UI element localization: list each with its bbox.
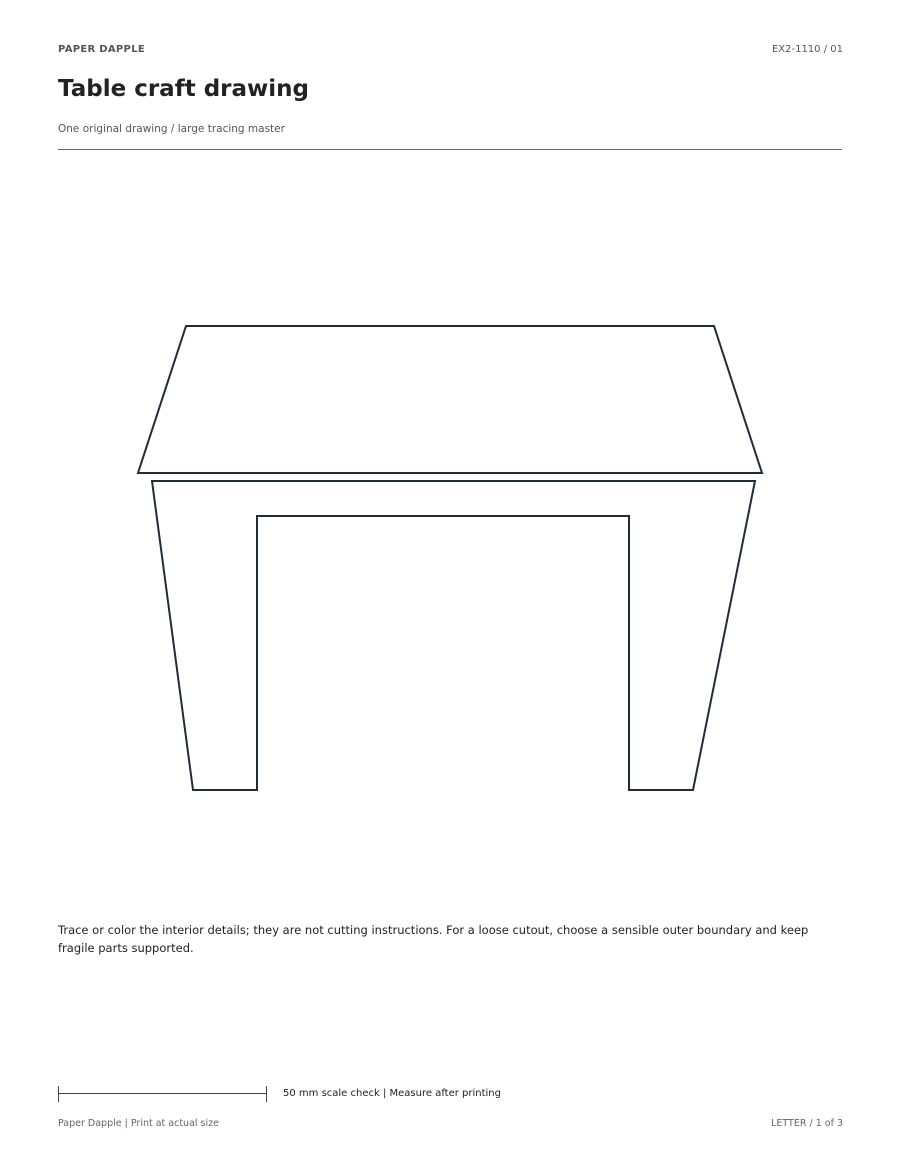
page-title: Table craft drawing bbox=[58, 76, 310, 102]
scale-bar bbox=[58, 1086, 268, 1102]
footer-left: Paper Dapple | Print at actual size bbox=[58, 1118, 219, 1129]
scale-check-label: 50 mm scale check | Measure after printing bbox=[283, 1088, 501, 1099]
footer-page-info: LETTER / 1 of 3 bbox=[771, 1118, 843, 1129]
table-top-outline bbox=[138, 326, 762, 473]
document-id: EX2-1110 / 01 bbox=[771, 44, 843, 55]
brand-name: PAPER DAPPLE bbox=[58, 44, 145, 55]
scale-bar-line bbox=[58, 1093, 267, 1094]
page-subtitle: One original drawing / large tracing master bbox=[58, 123, 285, 135]
scale-bar-left-tick bbox=[58, 1086, 59, 1102]
table-base-outline bbox=[152, 481, 755, 790]
scale-bar-right-tick bbox=[266, 1086, 267, 1102]
instructions-text: Trace or color the interior details; they are not cutting instructions. For a loose cutout, choose a sensible outer boundary and keep fragile parts supported. bbox=[58, 923, 809, 955]
